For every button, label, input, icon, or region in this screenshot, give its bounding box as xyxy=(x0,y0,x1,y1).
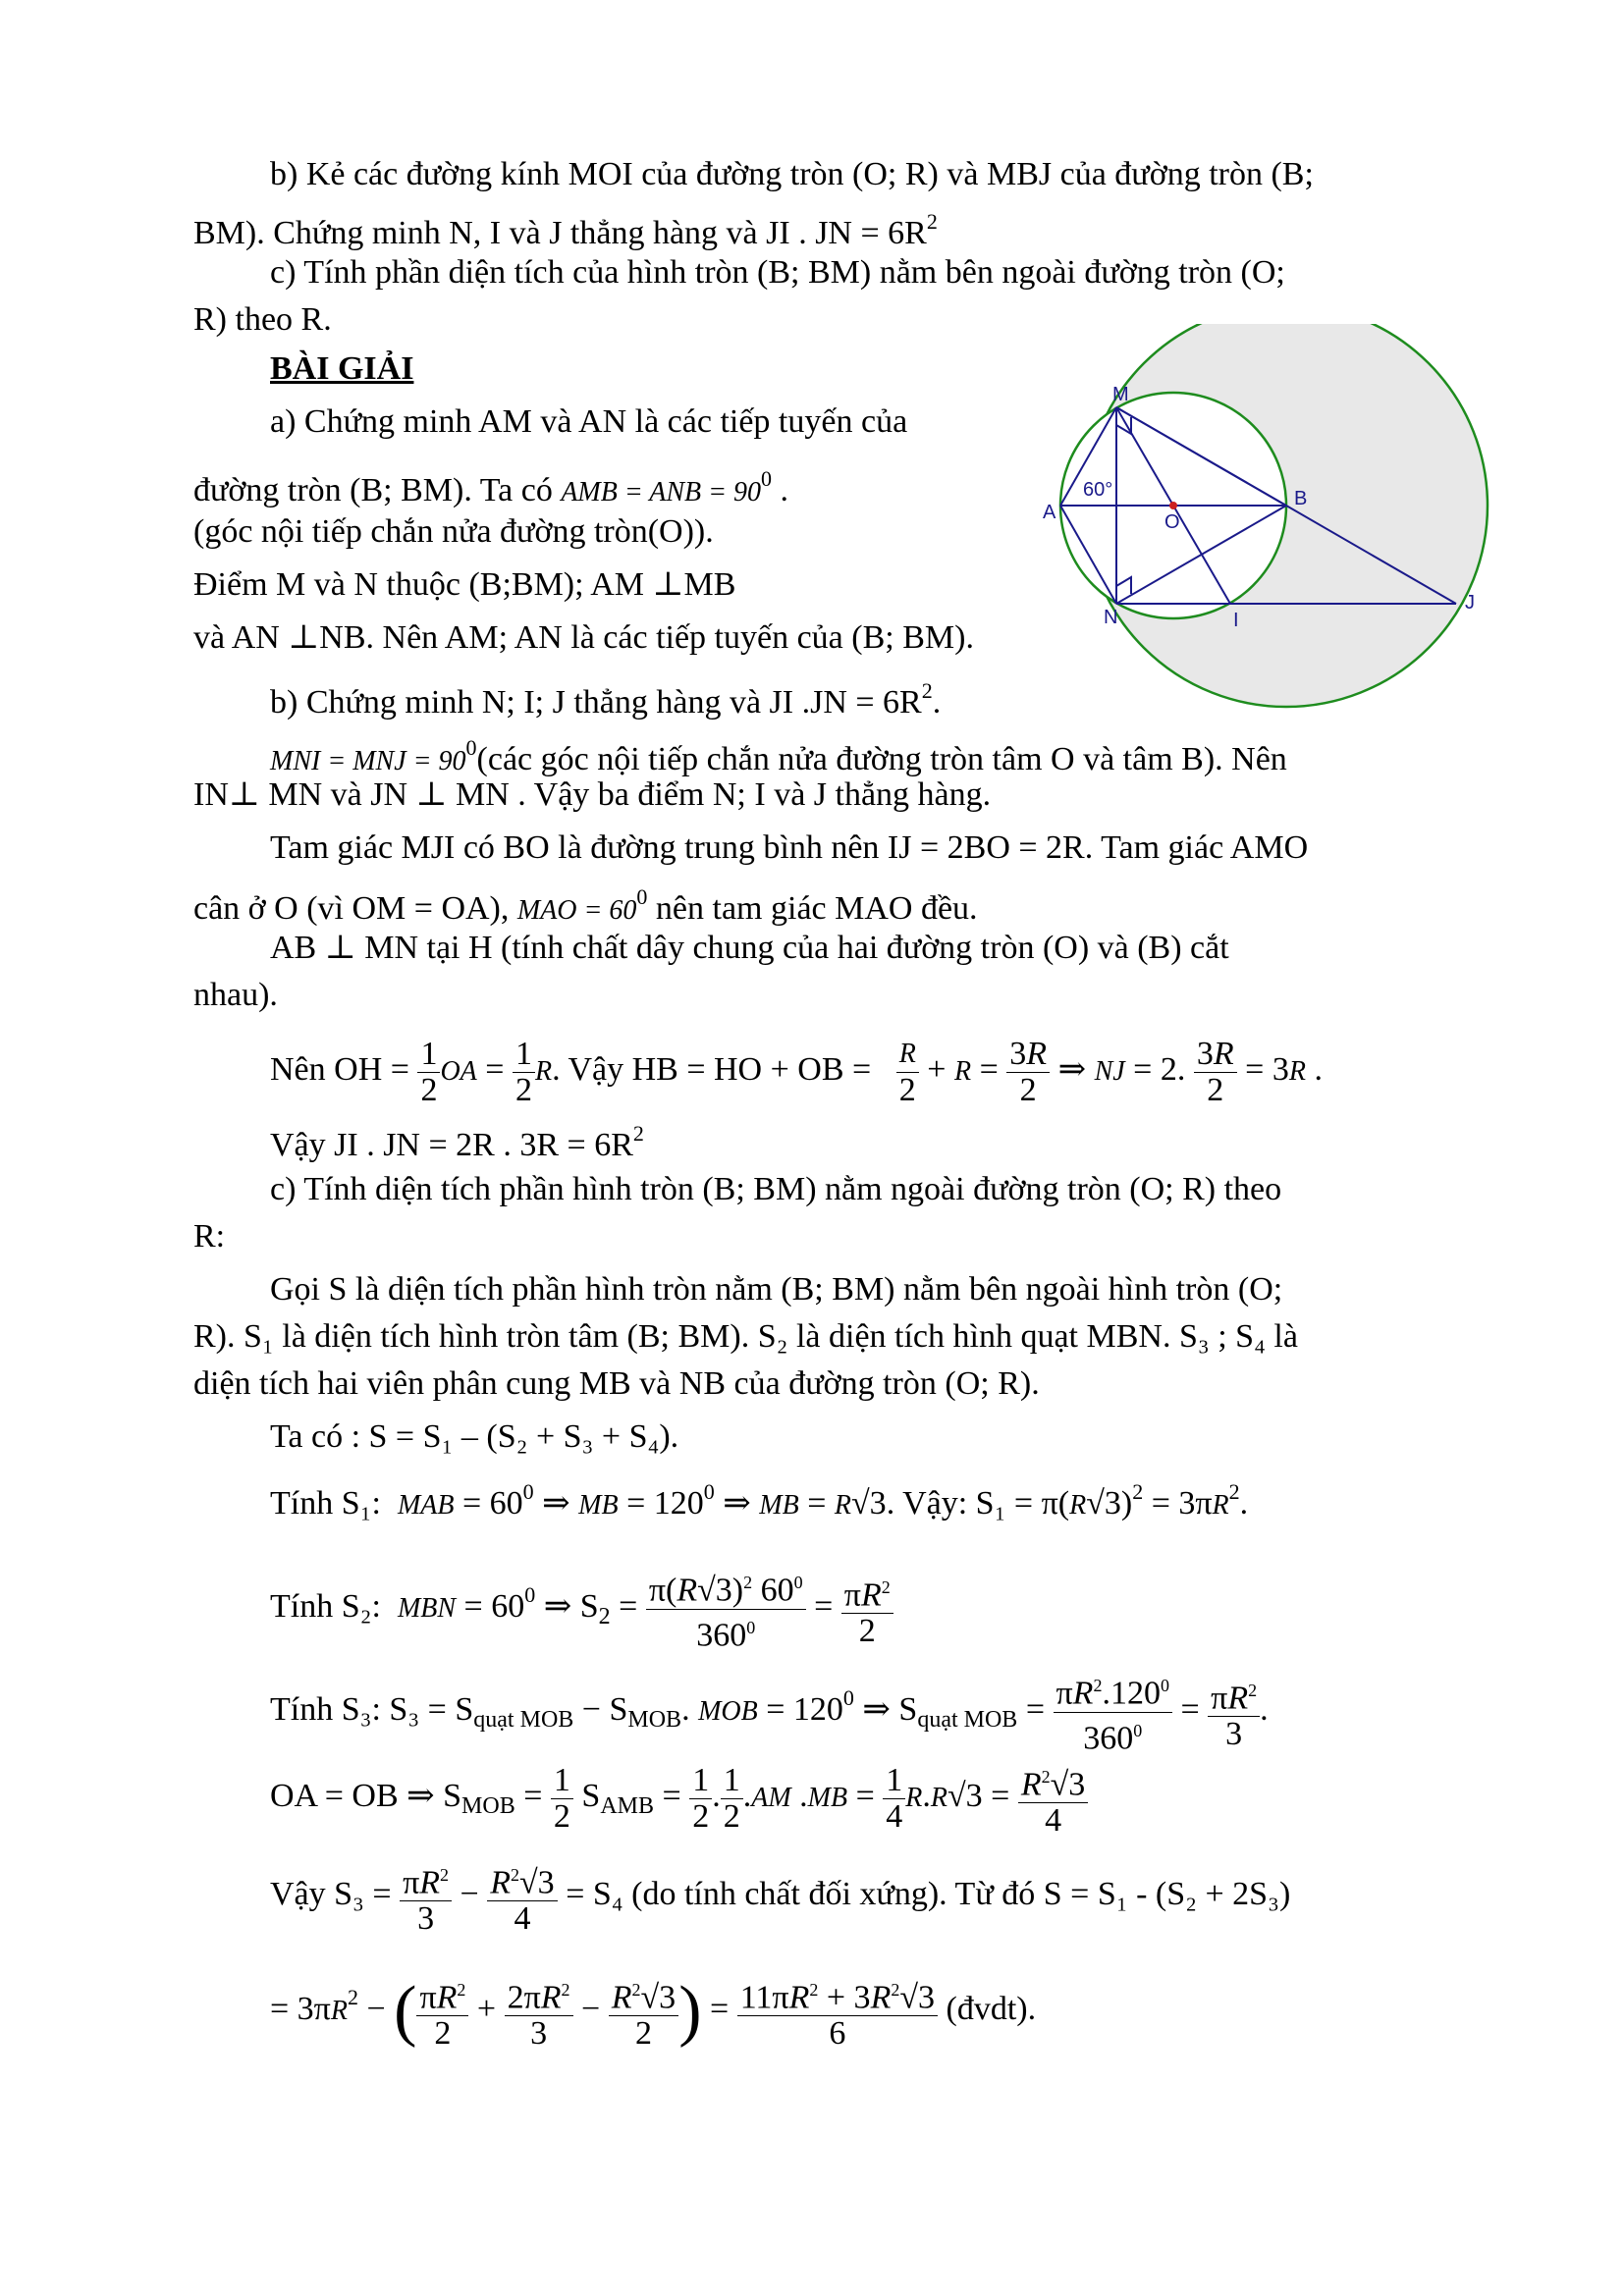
label-j: J xyxy=(1465,592,1475,614)
problem-b-line1: b) Kẻ các đường kính MOI của đường tròn (O; R) và MBJ của đường tròn (B; xyxy=(270,156,1314,192)
part-c-text4: Ta có : S = S₁ – (S₂ + S₃ + S₄). xyxy=(270,1418,679,1455)
part-b-text6: nhau). xyxy=(193,977,278,1013)
part-b-text5: AB ⊥ MN tại H (tính chất dây chung của hai đường tròn (O) và (B) cắt xyxy=(270,930,1229,966)
problem-c-line1: c) Tính phần diện tích của hình tròn (B; BM) nằm bên ngoài đường tròn (O; xyxy=(270,254,1285,291)
part-a-line2: đường tròn (B; BM). Ta có AMB = ANB = $90^0$ . xyxy=(193,466,789,508)
part-b-text3: Tam giác MJI có BO là đường trung bình nên IJ = 2BO = 2R. Tam giác AMO xyxy=(270,829,1309,866)
part-c-text1: Gọi S là diện tích phần hình tròn nằm (B; BM) nằm bên ngoài hình tròn (O; xyxy=(270,1271,1283,1308)
point-o xyxy=(1169,502,1177,509)
problem-b-line2: BM). Chứng minh N, I và J thẳng hàng và JI . JN = $6R^2$ xyxy=(193,209,938,251)
s1-line: Tính S₁: MAB = $60^0$ ⇒ MB = $120^0$ ⇒ MB = R√3. Vậy: $S_1 = \pi(R√3)^2 = 3\pi R^2$. xyxy=(270,1479,1249,1522)
part-c-head2: R: xyxy=(193,1218,226,1255)
label-b: B xyxy=(1294,488,1308,509)
label-a: A xyxy=(1043,502,1056,523)
part-b-oh-line: Nên OH = $\frac{1}{2}$ OA = $\frac{1}{2}$ R. Vậy HB = HO + OB = R 2 + R = $\frac{3R}{2}$ ⇒ NJ = 2. $\frac{3R}{2}$ = 3R . xyxy=(270,1035,1323,1108)
part-a-line3: (góc nội tiếp chắn nửa đường tròn(O)). xyxy=(193,513,714,550)
part-b-text1: MNI = MNJ = $90^0(các$ góc nội tiếp chắn nửa đường tròn tâm O và tâm B). Nên xyxy=(270,735,1287,777)
part-b-text2: IN⊥ MN và JN ⊥ MN . Vậy ba điểm N; I và J thẳng hàng. xyxy=(193,776,992,813)
geometry-figure xyxy=(1031,324,1542,756)
s2-line: Tính S₂: MBN = $60^0$ ⇒ $S_2$ = $\frac{\pi(R√3)^2 60^0}{360^0}$ = $\frac{\pi R^2}{2}$ xyxy=(270,1551,893,1639)
oa-ob-line: OA = OB ⇒ $S_{MOB}$ = $\frac{1}{2}$ $S_{AMB}$ = $\frac{1}{2}$ . $\frac{1}{2}$ .AM .MB = $\frac{1}{4}$ R.R√3 = $\frac{R^2√3}{4}$ xyxy=(270,1757,1088,1836)
part-a-line5: và AN ⊥NB. Nên AM; AN là các tiếp tuyến của (B; BM). xyxy=(193,619,974,656)
part-c-head1: c) Tính diện tích phần hình tròn (B; BM) nằm ngoài đường tròn (O; R) theo xyxy=(270,1171,1282,1207)
label-n: N xyxy=(1104,607,1118,628)
part-b-conclusion: Vậy JI . JN = 2R . $3R = 6R^2$ xyxy=(270,1121,644,1163)
part-a-line1: a) Chứng minh AM và AN là các tiếp tuyến của xyxy=(270,403,908,440)
label-o: O xyxy=(1164,511,1180,533)
part-b-text4: cân ở O (vì OM = OA), MAO = $60^0$ nên tam giác MAO đều. xyxy=(193,884,978,927)
part-b-head: b) Chứng minh N; I; J thẳng hàng và JI $.JN = 6R^2$. xyxy=(270,678,942,721)
part-c-text3: diện tích hai viên phân cung MB và NB của đường tròn (O; R). xyxy=(193,1365,1040,1402)
problem-c-line2: R) theo R. xyxy=(193,301,332,338)
s3-value-line: Vậy S₃ = $\frac{\pi R^2}{3}$ − $\frac{R^2√3}{4}$ = S₄ (do tính chất đối xứng). Từ đó S = S₁ - (S₂ + 2S₃) xyxy=(270,1855,1290,1934)
solution-title: BÀI GIẢI xyxy=(270,350,414,387)
part-a-line4: Điểm M và N thuộc (B;BM); AM ⊥MB xyxy=(193,566,736,603)
angle-label: 60° xyxy=(1083,479,1113,501)
final-result-line: = $3\pi R^2$ − ( $\frac{\pi R^2}{2}$ + $\frac{2\pi R^2}{3}$ − $\frac{R^2√3}{2}$ ) = $\frac{11\pi R^2 + 3R^2√3}{6}$ (đvdt). xyxy=(270,1973,1037,2052)
label-m: M xyxy=(1112,384,1129,405)
label-i: I xyxy=(1233,610,1239,631)
part-c-text2: R). S₁ là diện tích hình tròn tâm (B; BM). S₂ là diện tích hình quạt MBN. S₃ ; S₄ là xyxy=(193,1318,1298,1355)
s3-line: Tính S₃: $S_3 = S_{quạt MOB} - S_{MOB}$. MOB = $120^0$ ⇒ $S_{quạt MOB}$ = $\frac{\pi R^2.120^0}{360^0}$ = $\frac{\pi R^2}{3}$ . xyxy=(270,1659,1269,1737)
